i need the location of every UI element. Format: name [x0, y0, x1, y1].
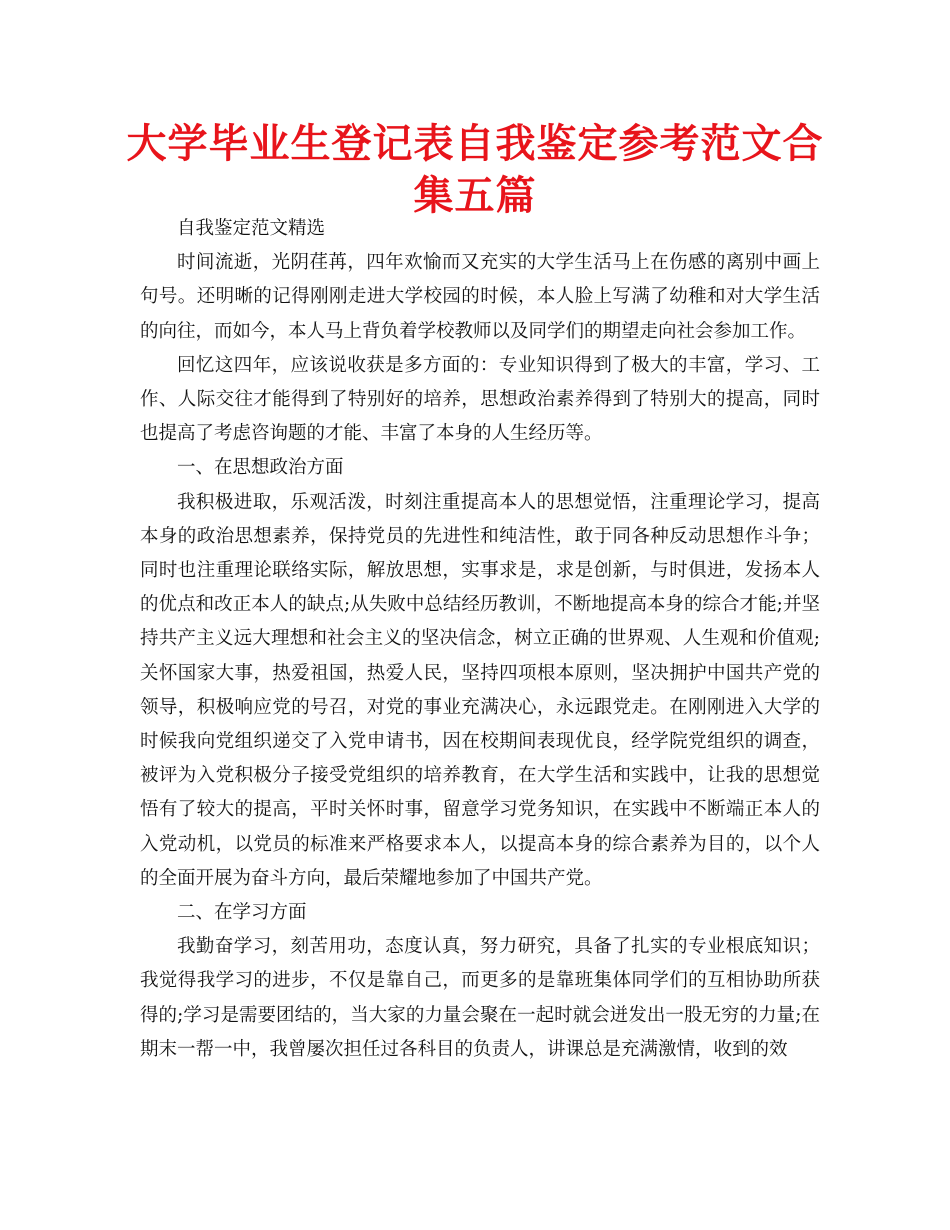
section-heading-study: 二、在学习方面: [177, 902, 307, 924]
section-heading-politics: 一、在思想政治方面: [177, 457, 344, 479]
paragraph-intro: 时间流逝，光阴荏苒，四年欢愉而又充实的大学生活马上在伤感的离别中画上句号。还明晰的记得刚刚走进大学校园的时候，本人脸上写满了幼稚和对大学生活的向往，而如今，本人马上背负着学校教师以及同学们的期望走向社会参加工作。: [140, 252, 820, 342]
paragraph-review: 回忆这四年，应该说收获是多方面的：专业知识得到了极大的丰富，学习、工作、人际交往才能得到了特别好的培养，思想政治素养得到了特别大的提高，同时也提高了考虑咨询题的才能、丰富了本身的人生经历等。: [140, 354, 820, 445]
document-title: 大学毕业生登记表自我鉴定参考范文合集五篇: [126, 121, 824, 219]
document-body: [140, 212, 820, 1067]
paragraph-study: 我勤奋学习，刻苦用功，态度认真，努力研究，具备了扎实的专业根底知识；我觉得我学习的进步，不仅是靠自己，而更多的是靠班集体同学们的互相协助所获得的;学习是需要团结的，当大家的力量会聚在一起时就会迸发出一股无穷的力量;在期末一帮一中，我曾屡次担任过各科目的负责人，讲课总是充满激情，收到的效: [140, 936, 820, 1060]
paragraph-politics: 我积极进取，乐观活泼，时刻注重提高本人的思想觉悟，注重理论学习，提高本身的政治思想素养，保持党员的先进性和纯洁性，敢于同各种反动思想作斗争；同时也注重理论联络实际，解放思想，实事求是，求是创新，与时俱进，发扬本人的优点和改正本人的缺点;从失败中总结经历教训，不断地提高本身的综合才能;并坚持共产主义远大理想和社会主义的坚决信念，树立正确的世界观、人生观和价值观;关怀国家大事，热爱祖国，热爱人民，坚持四项根本原则，坚决拥护中国共产党的领导，积极响应党的号召，对党的事业充满决心，永远跟党走。在刚刚进入大学的时候我向党组织递交了入党申请书，因在校期间表现优良，经学院党组织的调查，被评为入党积极分子接受党组织的培养教育，在大学生活和实践中，让我的思想觉悟有了较大的提高，平时关怀时事，留意学习党务知识，在实践中不断端正本人的入党动机，以党员的标准来严格要求本人，以提高本身的综合素养为目的，以个人的全面开展为奋斗方向，最后荣耀地参加了中国共产党。: [140, 491, 820, 889]
paragraph-subtitle: 自我鉴定范文精选: [177, 218, 326, 239]
